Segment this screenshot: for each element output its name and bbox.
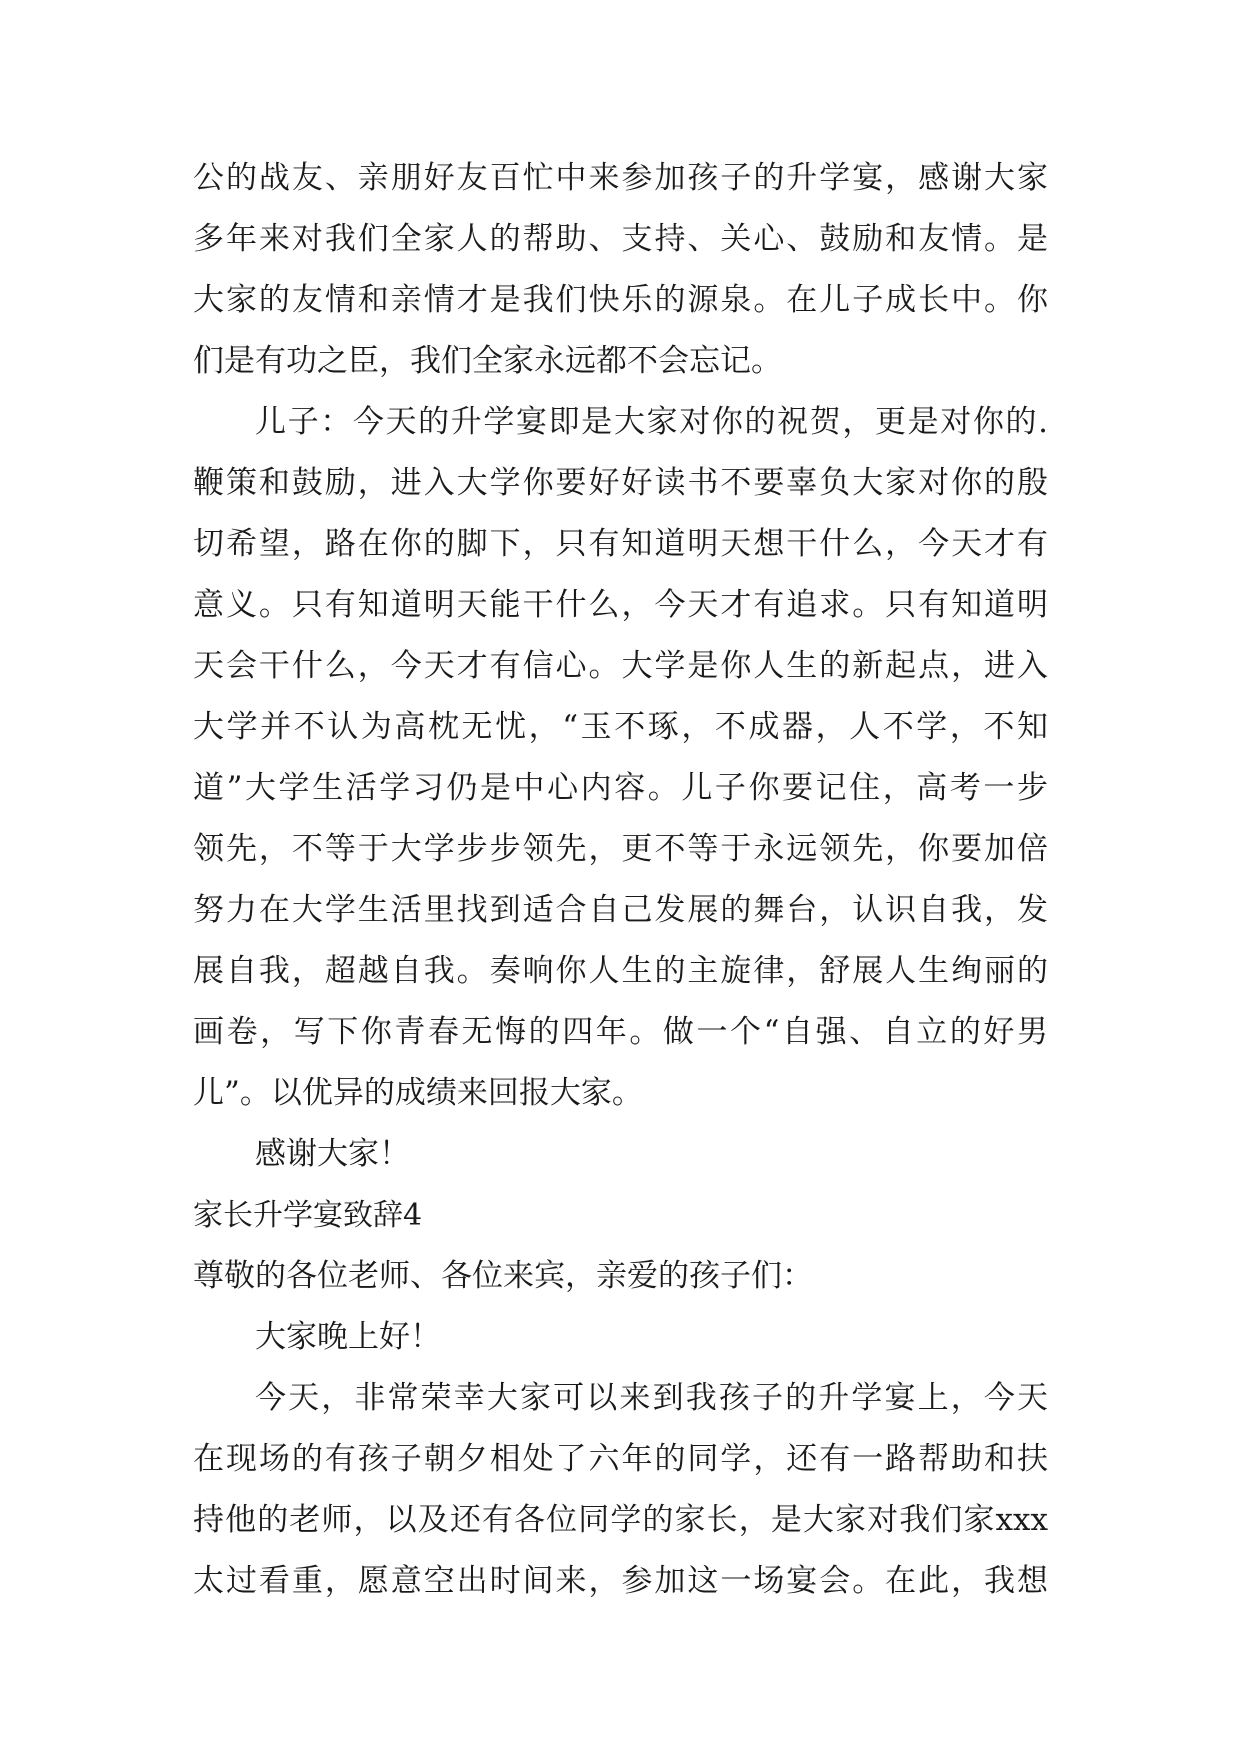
paragraph-line: 儿”。以优异的成绩来回报大家。: [193, 1075, 643, 1111]
paragraph-line: 太过看重，愿意空出时间来，参加这一场宴会。在此，我想: [193, 1563, 1048, 1599]
paragraph-line: 画卷，写下你青春无悔的四年。做一个“自强、自立的好男: [193, 1014, 1048, 1050]
paragraph-line: 道”大学生活学习仍是中心内容。儿子你要记住，高考一步: [193, 770, 1048, 806]
paragraph-line: 大家的友情和亲情才是我们快乐的源泉。在儿子成长中。你: [193, 282, 1048, 318]
paragraph-line: 展自我，超越自我。奏响你人生的主旋律，舒展人生绚丽的: [193, 953, 1048, 989]
paragraph-line: 公的战友、亲朋好友百忙中来参加孩子的升学宴，感谢大家: [193, 160, 1048, 196]
paragraph-line: 儿子：今天的升学宴即是大家对你的祝贺，更是对你的.: [255, 404, 1048, 440]
paragraph-line: 持他的老师，以及还有各位同学的家长，是大家对我们家xxx: [193, 1502, 1048, 1538]
document-page: [193, 148, 1048, 1612]
salutation-line: 尊敬的各位老师、各位来宾，亲爱的孩子们：: [193, 1258, 813, 1294]
paragraph-line: 领先，不等于大学步步领先，更不等于永远领先，你要加倍: [193, 831, 1048, 867]
paragraph-line: 意义。只有知道明天能干什么，今天才有追求。只有知道明: [193, 587, 1048, 623]
section-heading: 家长升学宴致辞4: [193, 1198, 423, 1233]
paragraph-line: 在现场的有孩子朝夕相处了六年的同学，还有一路帮助和扶: [193, 1441, 1048, 1477]
paragraph-line: 天会干什么，今天才有信心。大学是你人生的新起点，进入: [193, 648, 1048, 684]
paragraph-line: 鞭策和鼓励，进入大学你要好好读书不要辜负大家对你的殷: [193, 465, 1048, 501]
greeting-line: 大家晚上好！: [255, 1319, 441, 1355]
paragraph-line: 努力在大学生活里找到适合自己发展的舞台，认识自我，发: [193, 892, 1048, 928]
paragraph-line: 今天，非常荣幸大家可以来到我孩子的升学宴上，今天: [255, 1380, 1048, 1416]
closing-line: 感谢大家！: [255, 1136, 410, 1172]
paragraph-line: 多年来对我们全家人的帮助、支持、关心、鼓励和友情。是: [193, 221, 1048, 257]
paragraph-line: 切希望，路在你的脚下，只有知道明天想干什么，今天才有: [193, 526, 1048, 562]
paragraph-line: 大学并不认为高枕无忧，“玉不琢，不成器，人不学，不知: [193, 709, 1048, 745]
paragraph-line: 们是有功之臣，我们全家永远都不会忘记。: [193, 343, 782, 379]
